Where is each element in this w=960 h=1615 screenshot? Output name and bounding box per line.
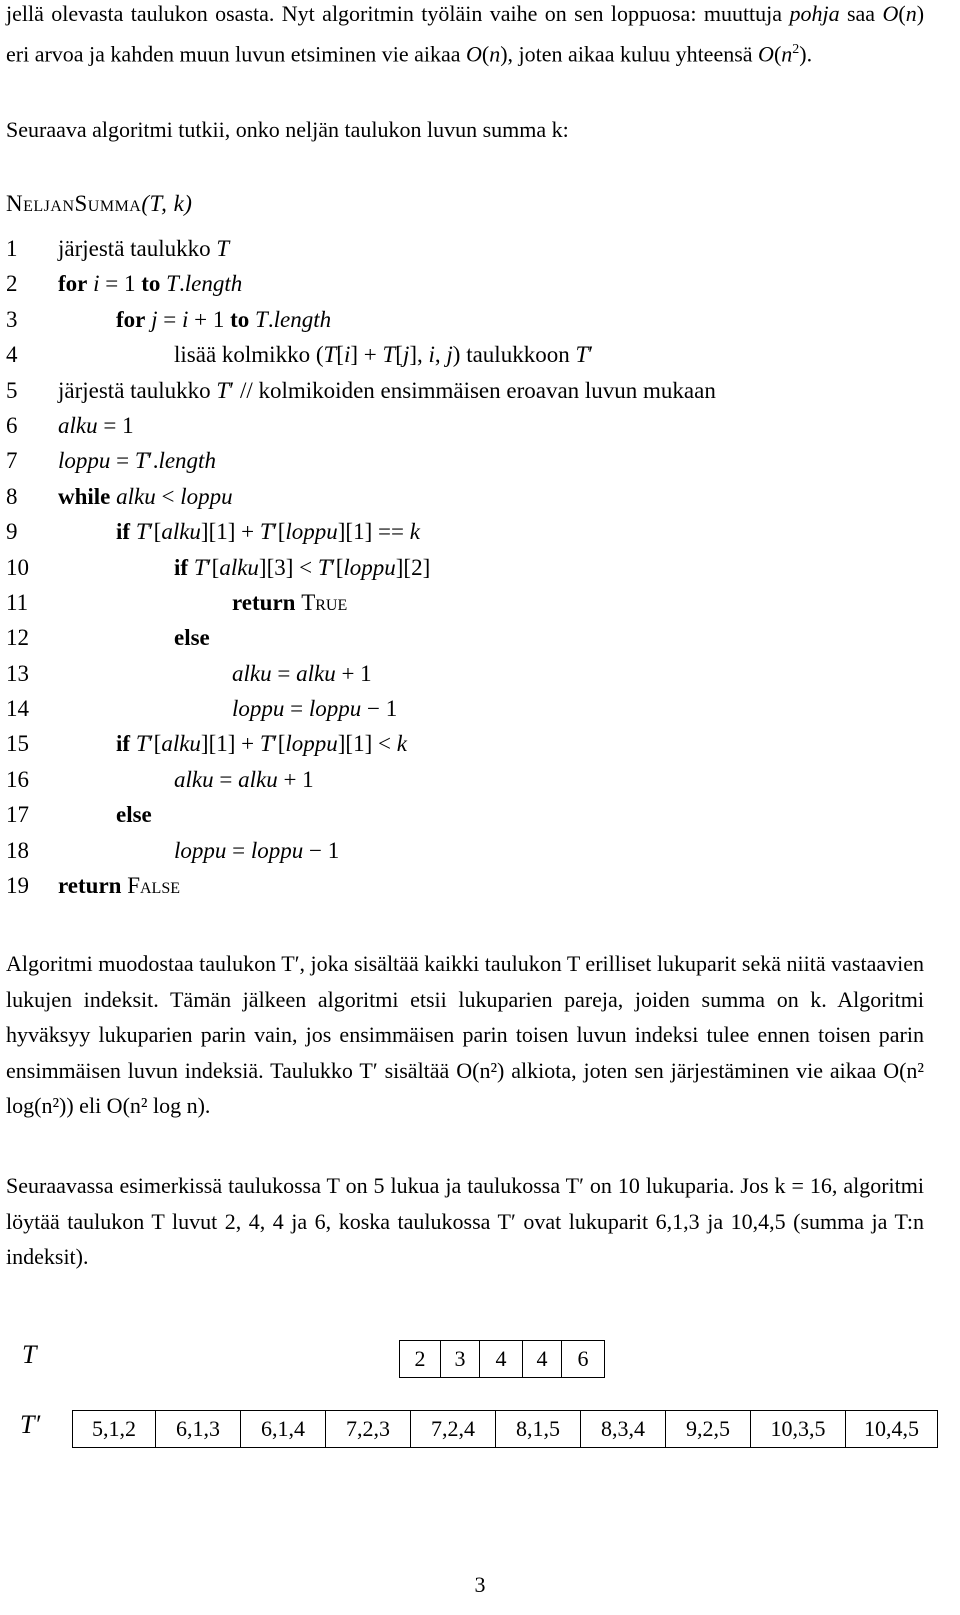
algorithm-title	[6, 191, 192, 217]
code-line-4: 4 lisää kolmikko (T[i] + T[j], i, j) taulukkoon T′	[6, 342, 594, 368]
intro-paragraph: jellä olevasta taulukon osasta. Nyt algoritmin työläin vaihe on sen loppuosa: muuttuja pohja saa O(n) eri arvoa ja kahden muun luvun etsiminen vie aikaa O(n), joten aikaa kuluu yhteensä $O(n^2)$.	[6, 1, 925, 66]
intro-line2: Seuraava algoritmi tutkii, onko neljän taulukon luvun summa k:	[6, 117, 569, 142]
array-t-prime	[72, 1410, 938, 1448]
code-line-18: 18 loppu = loppu − 1	[6, 837, 340, 863]
code-line-16: 16 alku = alku + 1	[6, 766, 314, 792]
array-t-prime-cell: 7,2,4	[411, 1411, 496, 1448]
array-t-cell: 4	[523, 1341, 562, 1378]
code-line-17: 17 else	[6, 802, 152, 828]
array-t-prime-cell: 8,3,4	[581, 1411, 666, 1448]
array-t-label: T	[22, 1340, 37, 1369]
array-t-prime-cell: 6,1,4	[241, 1411, 326, 1448]
code-line-8: 8 while alku < loppu	[6, 483, 233, 509]
code-line-13: 13 alku = alku + 1	[6, 660, 372, 686]
code-line-9: 9 if T′[alku][1] + T′[loppu][1] == k	[6, 519, 420, 545]
code-line-7: 7 loppu = T′.length	[6, 448, 216, 474]
array-t-prime-cell: 9,2,5	[666, 1411, 751, 1448]
explanation-paragraph-1: Algoritmi muodostaa taulukon T′, joka sisältää kaikki taulukon T erilliset lukuparit sekä niitä vastaavien lukujen indeksit. Tämän jälkeen algoritmi etsii lukuparien pareja, joiden summa on k. Algoritmi hyväksyy lukuparien parin vain, jos ensimmäisen parin toisen luvun indeksi tulee ennen toisen parin ensimmäisen luvun indeksiä. Taulukko T′ sisältää O(n²) alkiota, joten sen järjestäminen vie aikaa O(n² log(n²)) eli O(n² log n).	[6, 951, 924, 1118]
code-line-1: 1 järjestä taulukko T	[6, 236, 230, 261]
array-t-cell: 6	[562, 1341, 605, 1378]
code-line-19: 19 return False	[6, 873, 180, 899]
page-number: 3	[474, 1572, 486, 1597]
explanation-paragraph-2: Seuraavassa esimerkissä taulukossa T on 5 lukua ja taulukossa T′ on 10 lukuparia. Jos k = 16, algoritmi löytää taulukon T luvut 2, 4, 4 ja 6, koska taulukossa T′ ovat lukuparit 6,1,3 ja 10,4,5 (summa ja T:n indeksit).	[6, 1173, 924, 1269]
code-line-15: 15 if T′[alku][1] + T′[loppu][1] < k	[6, 731, 407, 757]
code-line-11: 11 return True	[6, 589, 348, 615]
array-t-prime-label: T′	[20, 1410, 41, 1439]
array-t	[399, 1340, 605, 1378]
code-line-3: 3 for j = i + 1 to T.length	[6, 306, 332, 332]
code-line-10: 10 if T′[alku][3] < T′[loppu][2]	[6, 554, 431, 580]
array-t-cell: 2	[400, 1341, 441, 1378]
array-t-prime-cell: 10,4,5	[846, 1411, 938, 1448]
array-t-prime-cell: 8,1,5	[496, 1411, 581, 1448]
array-t-cell: 3	[441, 1341, 480, 1378]
algorithm-listing	[6, 231, 926, 903]
array-t-prime-cell: 6,1,3	[156, 1411, 241, 1448]
code-line-12: 12 else	[6, 625, 210, 651]
intro-sentence	[6, 112, 924, 148]
algorithm-params: (T, k)	[141, 191, 193, 216]
code-line-5: 5 järjestä taulukko T′ // kolmikoiden ensimmäisen eroavan luvun mukaan	[6, 377, 716, 403]
code-line-14: 14 loppu = loppu − 1	[6, 696, 398, 722]
algorithm-name: NeljanSumma	[6, 191, 142, 216]
array-t-prime-cell: 5,1,2	[73, 1411, 156, 1448]
array-t-prime-cell: 7,2,3	[326, 1411, 411, 1448]
array-t-prime-cell: 10,3,5	[751, 1411, 846, 1448]
array-t-cell: 4	[480, 1341, 523, 1378]
code-line-2: 2 for i = 1 to T.length	[6, 271, 243, 297]
code-line-6: 6 alku = 1	[6, 412, 134, 438]
